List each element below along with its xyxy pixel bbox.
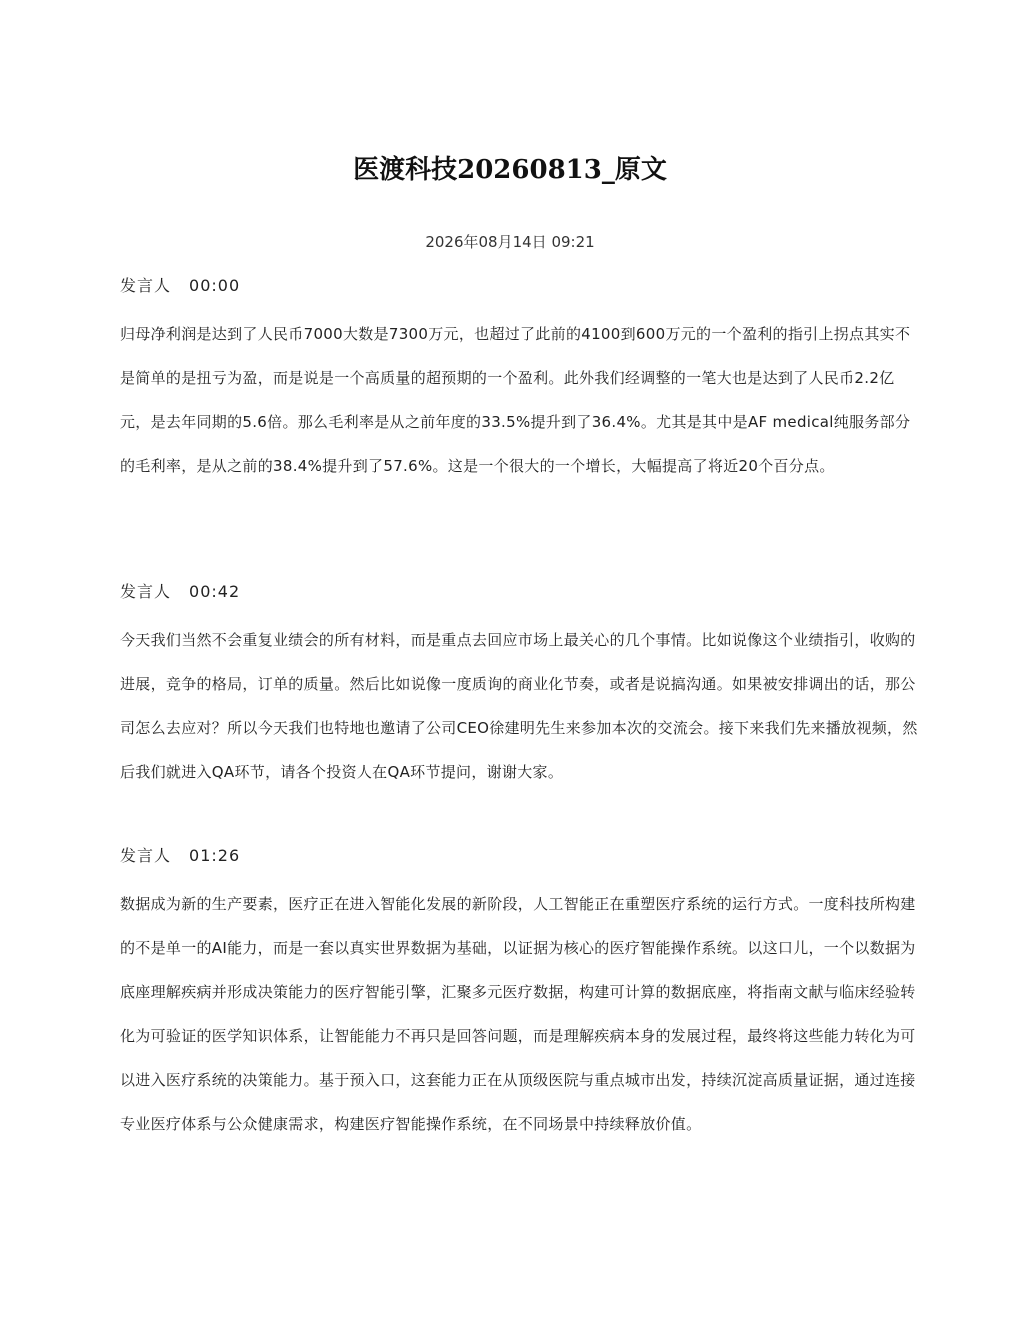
transcript-section <box>120 274 920 488</box>
document-date: 2026年08月14日 09:21 <box>425 233 595 251</box>
transcript-paragraph: 归母净利润是达到了人民币7000大数是7300万元，也超过了此前的4100到600万元的一个盈利的指引上拐点其实不是简单的是扭亏为盈，而是说是一个高质量的超预期的一个盈利。此外我们经调整的一笔大也是达到了人民币2.2亿元，是去年同期的5.6倍。那么毛利率是从之前年度的33.5%提升到了36.4%。尤其是其中是AF medical纯服务部分的毛利率，是从之前的38.4%提升到了57.6%。这是一个很大的一个增长，大幅提高了将近20个百分点。 <box>120 325 911 475</box>
timestamp: 00:00 <box>189 276 241 295</box>
speaker-line <box>120 274 920 298</box>
speaker-label: 发言人 <box>120 846 172 865</box>
timestamp: 01:26 <box>189 846 241 865</box>
transcript-section <box>120 580 920 794</box>
timestamp: 00:42 <box>189 582 241 601</box>
speaker-line <box>120 580 920 604</box>
speaker-label: 发言人 <box>120 582 172 601</box>
speaker-label: 发言人 <box>120 276 172 295</box>
transcript-paragraph: 数据成为新的生产要素，医疗正在进入智能化发展的新阶段，人工智能正在重塑医疗系统的运行方式。一度科技所构建的不是单一的AI能力，而是一套以真实世界数据为基础，以证据为核心的医疗智能操作系统。以这口儿，一个以数据为底座理解疾病并形成决策能力的医疗智能引擎，汇聚多元医疗数据，构建可计算的数据底座，将指南文献与临床经验转化为可验证的医学知识体系，让智能能力不再只是回答问题，而是理解疾病本身的发展过程，最终将这些能力转化为可以进入医疗系统的决策能力。基于预入口，这套能力正在从顶级医院与重点城市出发，持续沉淀高质量证据，通过连接专业医疗体系与公众健康需求，构建医疗智能操作系统，在不同场景中持续释放价值。 <box>120 895 916 1133</box>
document-title: 医渡科技20260813_原文 <box>353 155 667 185</box>
transcript-paragraph: 今天我们当然不会重复业绩会的所有材料，而是重点去回应市场上最关心的几个事情。比如说像这个业绩指引，收购的进展，竞争的格局，订单的质量。然后比如说像一度质询的商业化节奏，或者是说搞沟通。如果被安排调出的话，那公司怎么去应对？所以今天我们也特地也邀请了公司CEO徐建明先生来参加本次的交流会。接下来我们先来播放视频，然后我们就进入QA环节，请各个投资人在QA环节提问，谢谢大家。 <box>120 631 918 781</box>
transcript-section <box>120 844 920 1146</box>
speaker-line <box>120 844 920 868</box>
